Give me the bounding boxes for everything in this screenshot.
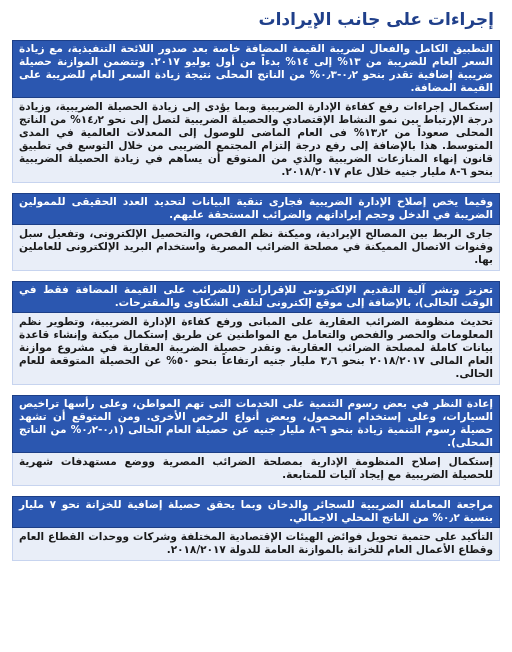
section-1-body: إستكمال إجراءات رفع كفاءة الإدارة الضريبية وبما يؤدى إلى زيادة الحصيلة الضريبية، وزيادة درجة الإرتباط بين نمو النشاط الإقتصادي والحصيلة الضريبية لتصل إلى نحو ١٤٫٢% من الناتج المحلى صعوداً من ١٣٫٢% فى العام الماضى للوصول إلى المعدلات العالمية في المدى المتوسط. هذا بالإضافة إلى رفع درجة إلتزام المجتمع الضريبى من خلال التوسع في تطبيق قانون إنهاء المنازعات الضريبية والذي من المتوقع أن يساهم في زيادة الحصيلة الضريبية بنحو ٦-٨ مليار جنيه خلال عام ٢٠١٨/٢٠١٧.: [12, 98, 500, 183]
section-3-body: تحديث منظومة الضرائب العقارية على المبانى ورفع كفاءة الإدارة الضريبية، وتطوير نظم المعلومات والحصر والفحص والتعامل مع المواطنين عن طريق إستكمال ميكنة وإنشاء قاعدة بيانات كاملة لمصلحة الضرائب العقارية. وتقدر حصيلة الضريبة العقارية في مشروع موازنة العام المالى ٢٠١٨/٢٠١٧ بنحو ٣٫٦ مليار جنيه ارتفاعاً بنحو ٥٠% عن الحصيلة المتوقعة للعام الحالى.: [12, 313, 500, 385]
section-gap: [12, 486, 500, 492]
section-1-header: التطبيق الكامل والفعال لضريبة القيمة المضافة خاصة بعد صدور اللائحة التنفيذية، مع زيادة السعر العام للضريبة من ١٣% إلى ١٤% بدءاً من أول يوليو ٢٠١٧. وتتضمن الموازنة حصيلة ضريبية إضافية تقدر بنحو ٠٫٢-٠٫٣% من الناتج المحلى نتيجة زيادة السعر العام للضريبة على القيمة المضافة.: [12, 40, 500, 98]
section-2-body: جارى الربط بين المصالح الإيرادية، وميكنة نظم الفحص، والتحصيل الإلكترونى، وتفعيل سبل وقنوات الاتصال المميكنة في مصلحة الضرائب المصرية واستخدام البريد الإلكترونى للعاملين بها.: [12, 225, 500, 271]
section-3-header: تعزيز ونشر آلية التقديم الإلكترونى للإقرارات (للضرائب على القيمة المضافة فقط في الوقت الحالى)، بالإضافة إلى موقع إلكترونى لتلقى الشكاوى والمقترحات.: [12, 281, 500, 313]
section-2: [12, 193, 500, 271]
section-5: [12, 496, 500, 561]
section-5-header: مراجعة المعاملة الضريبية للسجائر والدخان وبما يحقق حصيلة إضافية للخزانة نحو ٧ مليار بنسبة ٠٫٢% من الناتج المحلي الاجمالي.: [12, 496, 500, 528]
section-gap: [12, 385, 500, 391]
section-3: [12, 281, 500, 385]
section-4: [12, 395, 500, 486]
section-2-header: وفيما يخص إصلاح الإدارة الضريبية فجارى تنقية البيانات لتحديد العدد الحقيقى للممولين الضريبة في الدخل وحجم إيراداتهم والضرائب المستحقة عليهم.: [12, 193, 500, 225]
section-4-header: إعادة النظر في بعض رسوم التنمية على الخدمات التى تهم المواطن، وعلى رأسها تراخيص السيارات، وعلى إستخدام المحمول، وبعض أنواع الرخص الأخرى. ومن المتوقع أن تشهد حصيلة رسوم التنمية زيادة بنحو ٦-٨ مليار جنيه عن حصيلة العام الحالى (٠٫١-٠٫٢% من الناتج المحلى).: [12, 395, 500, 453]
section-gap: [12, 271, 500, 277]
section-5-body: التأكيد على حتمية تحويل فوائض الهيئات الإقتصادية المختلفة وشركات ووحدات القطاع العام وقطاع الأعمال العام للخزانة بالموازنة العامة للدولة ٢٠١٨/٢٠١٧.: [12, 528, 500, 561]
page-title: إجراءات على جانب الإيرادات: [258, 10, 494, 30]
section-4-body: إستكمال إصلاح المنظومة الإدارية بمصلحة الضرائب المصرية ووضع مستهدفات شهرية للحصيلة الضريبية مع إيجاد آليات للمتابعة.: [12, 453, 500, 486]
section-gap: [12, 183, 500, 189]
section-1: [12, 40, 500, 183]
